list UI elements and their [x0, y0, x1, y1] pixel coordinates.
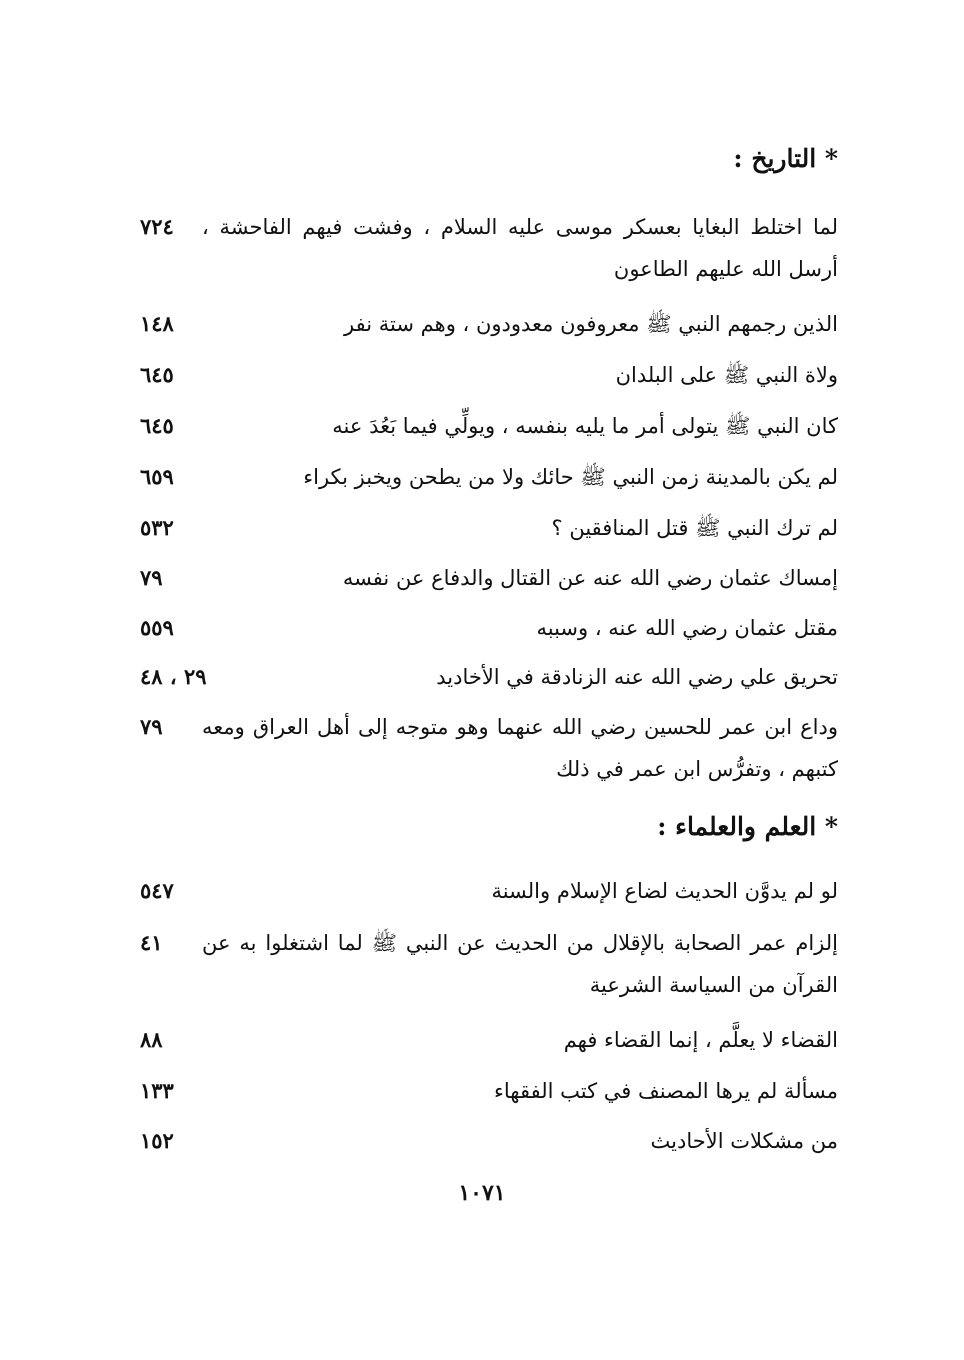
- entry-text: ولاة النبي ﷺ على البلدان: [615, 363, 838, 387]
- entry-page-number: ٥٣٢: [140, 515, 174, 540]
- entry-page-number: ٨٨: [140, 1027, 163, 1052]
- entry-page-number: ٦٤٥: [140, 362, 174, 387]
- page-number: ١٠٧١: [458, 1180, 506, 1206]
- entry-page-number: ٢٩ ، ٤٨: [140, 664, 207, 689]
- entry-text: تحريق علي رضي الله عنه الزنادقة في الأخاديد: [436, 665, 838, 689]
- entry-page-number: ١٤٨: [140, 311, 174, 336]
- entry-text: كان النبي ﷺ يتولى أمر ما يليه بنفسه ، ويولِّي فيما بَعُدَ عنه: [332, 414, 838, 438]
- entry-text: لما اختلط البغايا بعسكر موسى عليه السلام ، وفشت فيهم الفاحشة ، أرسل الله عليهم الطاعون: [202, 215, 838, 281]
- entry-page-number: ٦٤٥: [140, 413, 174, 438]
- entry-text: الذين رجمهم النبي ﷺ معروفون معدودون ، وهم ستة نفر: [344, 312, 838, 336]
- entry-page-number: ٧٩: [140, 714, 163, 739]
- entry-text: إمساك عثمان رضي الله عنه عن القتال والدفاع عن نفسه: [342, 566, 838, 590]
- section-heading-history: * التاريخ :: [733, 144, 838, 173]
- entry-page-number: ٧٩: [140, 565, 163, 590]
- entry-text: مسألة لم يرها المصنف في كتب الفقهاء: [494, 1079, 838, 1103]
- section-heading-knowledge: * العلم والعلماء :: [657, 812, 838, 841]
- entry-text: لم ترك النبي ﷺ قتل المنافقين ؟: [551, 516, 838, 540]
- entry-page-number: ١٥٢: [140, 1128, 174, 1153]
- entry-text: لم يكن بالمدينة زمن النبي ﷺ حائك ولا من يطحن ويخبز بكراء: [303, 465, 838, 489]
- entry-page-number: ٦٥٩: [140, 464, 174, 489]
- entry-text: مقتل عثمان رضي الله عنه ، وسببه: [536, 616, 838, 640]
- entry-text: القضاء لا يعلَّم ، إنما القضاء فهم: [563, 1028, 838, 1052]
- entry-text: لو لم يدوَّن الحديث لضاع الإسلام والسنة: [491, 879, 838, 903]
- entry-page-number: ٤١: [140, 930, 163, 955]
- entry-page-number: ٥٤٧: [140, 878, 174, 903]
- entry-text: إلزام عمر الصحابة بالإقلال من الحديث عن النبي ﷺ لما اشتغلوا به عن القرآن من السياسة الشرعية: [202, 931, 838, 997]
- entry-text: من مشكلات الأحاديث: [650, 1129, 838, 1153]
- entry-page-number: ١٣٣: [140, 1078, 174, 1103]
- entry-text: وداع ابن عمر للحسين رضي الله عنهما وهو متوجه إلى أهل العراق ومعه كتبهم ، وتفرُّس ابن عمر في ذلك: [202, 715, 838, 781]
- entry-page-number: ٥٥٩: [140, 615, 174, 640]
- entry-page-number: ٧٢٤: [140, 214, 174, 239]
